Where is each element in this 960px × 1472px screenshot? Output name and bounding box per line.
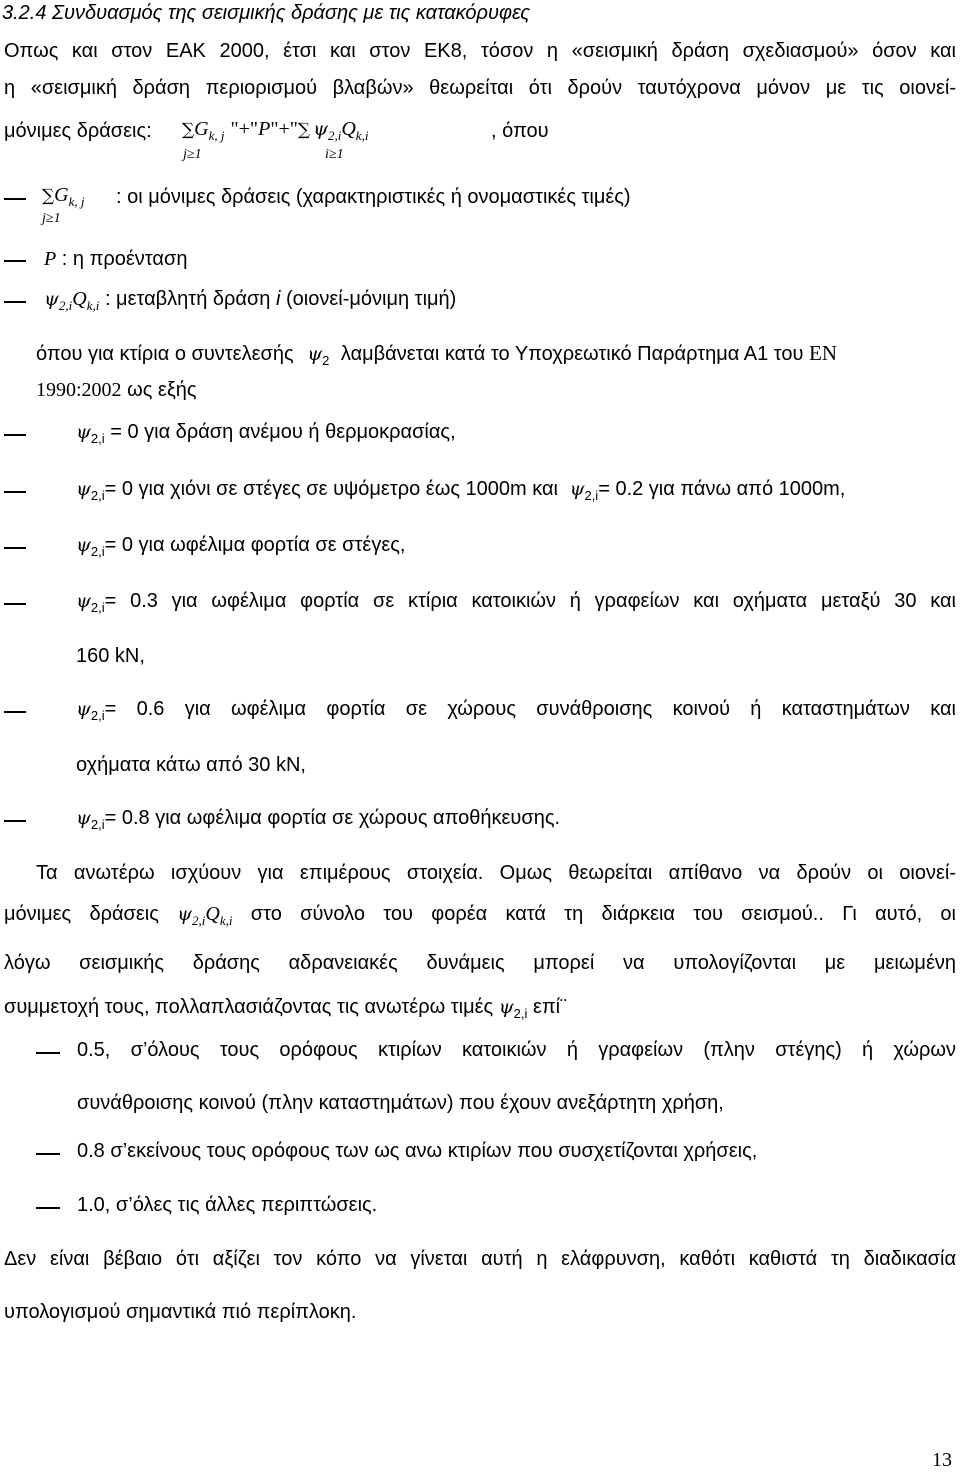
bullet-dash <box>4 198 26 200</box>
formula-end: , όπου <box>491 120 549 142</box>
bullet-dash <box>4 820 26 822</box>
factor-1-line1: 0.5, σ’όλους τους ορόφους κτιρίων κατοικιών ή γραφείων (πλην στέγης) ή χώρων <box>77 1039 956 1061</box>
sub-psi: 2,i <box>192 913 206 928</box>
psi-value-text: = 0.3 για ωφέλιμα φορτία σε κτίρια κατοικιών ή γραφείων και οχήματα μεταξύ 30 και <box>104 590 956 612</box>
def-limit-j: j≥1 <box>42 211 61 226</box>
psi-value-residential-cont: 160 kN, <box>76 645 145 667</box>
psi-value-roof <box>76 534 405 559</box>
para2-line4-a: συμμετοχή τους, πολλαπλασιάζοντας τις ανωτέρω τιμές <box>4 996 494 1018</box>
def-G-text: : οι μόνιμες δράσεις (χαρακτηριστικές ή ονομαστικές τιμές) <box>116 186 631 208</box>
bullet-dash <box>4 260 26 262</box>
sum-symbol: ∑ <box>42 186 55 206</box>
psi-symbol: ψ <box>76 478 91 500</box>
para2-line2-b: στο σύνολο του φορέα κατά τη διάρκεια του σεισμού.. Γι αυτό, οι <box>250 903 956 925</box>
psi-value-text: = 0 για δράση ανέμου ή θερμοκρασίας, <box>110 421 456 443</box>
para2-line4-b: επί¨ <box>532 996 567 1018</box>
bullet-dash <box>4 491 26 493</box>
psi-value-text: = 0 για χιόνι σε στέγες σε υψόμετρο έως 1000m και <box>104 478 558 500</box>
bullet-dash <box>4 547 26 549</box>
plus-quote-1: "+" <box>230 118 259 140</box>
def-psiQ <box>44 288 456 314</box>
var-P: P <box>258 118 271 140</box>
sub-psi: 2,i <box>90 817 105 832</box>
psi-value-residential <box>76 590 956 615</box>
sub-psi: 2 <box>322 353 330 368</box>
intro-line-3: μόνιμες δράσεις: <box>4 120 152 142</box>
psi-symbol: ψ <box>313 118 328 140</box>
var-P: P <box>44 248 57 270</box>
sub-psi: 2,i <box>90 544 105 559</box>
def-G-symbol <box>42 184 84 210</box>
sub-G: k, j <box>208 128 225 143</box>
standard-number: 1990:2002 <box>36 379 122 401</box>
limit-i: i≥1 <box>325 147 344 162</box>
psi2-intro-line2 <box>36 379 197 402</box>
psi-symbol: ψ <box>76 807 91 829</box>
combination-formula <box>182 118 368 144</box>
def-var-i: i <box>275 288 281 310</box>
para2-line3: λόγω σεισμικής δράσης αδρανειακές δυνάμεις μπορεί να υπολογίζονται με μειωμένη <box>4 952 956 974</box>
sub-Q: k,i <box>86 298 100 313</box>
psi2-intro-part2: λαμβάνεται κατά το Υποχρεωτικό Παράρτημα Α1 του <box>340 343 804 365</box>
var-G: G <box>194 118 209 140</box>
intro-line-2: η «σεισμική δράση περιορισμού βλαβών» θεωρείται ότι δρούν ταυτόχρονα μόνον με τις οιονεί- <box>4 77 956 99</box>
psi-value-wind <box>76 421 456 446</box>
psi-symbol: ψ <box>76 698 91 720</box>
sub-psi: 2,i <box>584 488 599 503</box>
psi-value-text: = 0.2 για πάνω από 1000m, <box>598 478 846 500</box>
def-psiQ-text: : μεταβλητή δράση <box>104 288 271 310</box>
psi-symbol: ψ <box>498 996 514 1018</box>
psi2-intro-part1: όπου για κτίρια ο συντελεσής <box>36 343 294 365</box>
limit-j: j≥1 <box>183 147 202 162</box>
factor-3: 1.0, σ’όλες τις άλλες περιπτώσεις. <box>77 1194 378 1216</box>
def-P-text: : η προένταση <box>61 248 188 270</box>
psi-symbol: ψ <box>569 478 585 500</box>
var-Q: Q <box>72 288 87 310</box>
closing-line2: υπολογισμού σημαντικά πιό περίπλοκη. <box>4 1301 357 1323</box>
psi-value-assembly-cont: οχήματα κάτω από 30 kN, <box>76 754 306 776</box>
psi-symbol: ψ <box>76 534 91 556</box>
intro-line-1: Οπως και στον ΕΑΚ 2000, έτσι και στον ΕΚ8, τόσον η «σεισμική δράση σχεδιασμού» όσον και <box>4 40 956 62</box>
psi-value-storage <box>76 807 560 832</box>
sub-Q: k,i <box>355 128 369 143</box>
psi-symbol: ψ <box>76 421 91 443</box>
sub-psi: 2,i <box>90 431 105 446</box>
sub-psi: 2,i <box>327 128 342 143</box>
factor-2: 0.8 σ’εκείνους τους ορόφους των ως ανω κτιρίων που συσχετίζονται χρήσεις, <box>77 1140 758 1162</box>
closing-line1: Δεν είναι βέβαιο ότι αξίζει τον κόπο να γίνεται αυτή η ελάφρυνση, καθότι καθιστά τη διαδικασία <box>4 1248 956 1270</box>
sub-psi: 2,i <box>58 298 73 313</box>
var-Q: Q <box>341 118 356 140</box>
factor-1-line2: συνάθροισης κοινού (πλην καταστημάτων) που έχουν ανεξάρτητη χρήση, <box>77 1092 724 1114</box>
sub-psi: 2,i <box>90 488 105 503</box>
para2-line2 <box>4 903 956 929</box>
section-title: 3.2.4 Συνδυασμός της σεισμικής δράσης με τις κατακόρυφες <box>2 2 531 24</box>
sub-G: k, j <box>68 194 85 209</box>
var-Q: Q <box>205 903 220 925</box>
psi-value-text: = 0.8 για ωφέλιμα φορτία σε χώρους αποθήκευσης. <box>104 807 561 829</box>
psi-symbol: ψ <box>76 590 91 612</box>
psi-symbol: ψ <box>177 903 193 925</box>
sub-psi: 2,i <box>90 708 105 723</box>
def-P <box>44 248 187 271</box>
bullet-dash <box>4 434 26 436</box>
var-G: G <box>54 184 69 206</box>
sub-Q: k,i <box>219 913 233 928</box>
bullet-dash <box>36 1052 60 1054</box>
para2-line4 <box>4 996 567 1021</box>
psi-value-assembly <box>76 698 956 723</box>
psi-symbol: ψ <box>44 288 59 310</box>
psi-symbol: ψ <box>307 343 323 365</box>
bullet-dash <box>36 1153 60 1155</box>
bullet-dash <box>4 711 26 713</box>
sub-psi: 2,i <box>90 600 105 615</box>
def-psiQ-rest: (οιονεί-μόνιμη τιμή) <box>286 288 457 310</box>
sum-symbol-2: ∑ <box>297 120 311 140</box>
page-number: 13 <box>932 1449 952 1471</box>
en-label: EN <box>809 341 838 365</box>
psi-value-snow <box>76 478 845 503</box>
para2-line2-a: μόνιμες δράσεις <box>4 903 159 925</box>
bullet-dash <box>4 301 26 303</box>
psi2-intro-tail: ως εξής <box>127 379 197 401</box>
sum-symbol: ∑ <box>182 120 195 140</box>
sub-psi: 2,i <box>513 1006 528 1021</box>
para2-line1: Τα ανωτέρω ισχύουν για επιμέρους στοιχεία. Ομως θεωρείται απίθανο να δρούν οι οιονεί- <box>36 862 956 884</box>
bullet-dash <box>36 1207 60 1209</box>
psi-value-text: = 0.6 για ωφέλιμα φορτία σε χώρους συνάθροισης κοινού ή καταστημάτων και <box>104 698 956 720</box>
bullet-dash <box>4 603 26 605</box>
psi-value-text: = 0 για ωφέλιμα φορτία σε στέγες, <box>104 534 406 556</box>
plus-quote-2: "+" <box>270 118 298 140</box>
psi2-intro-line <box>36 341 837 368</box>
